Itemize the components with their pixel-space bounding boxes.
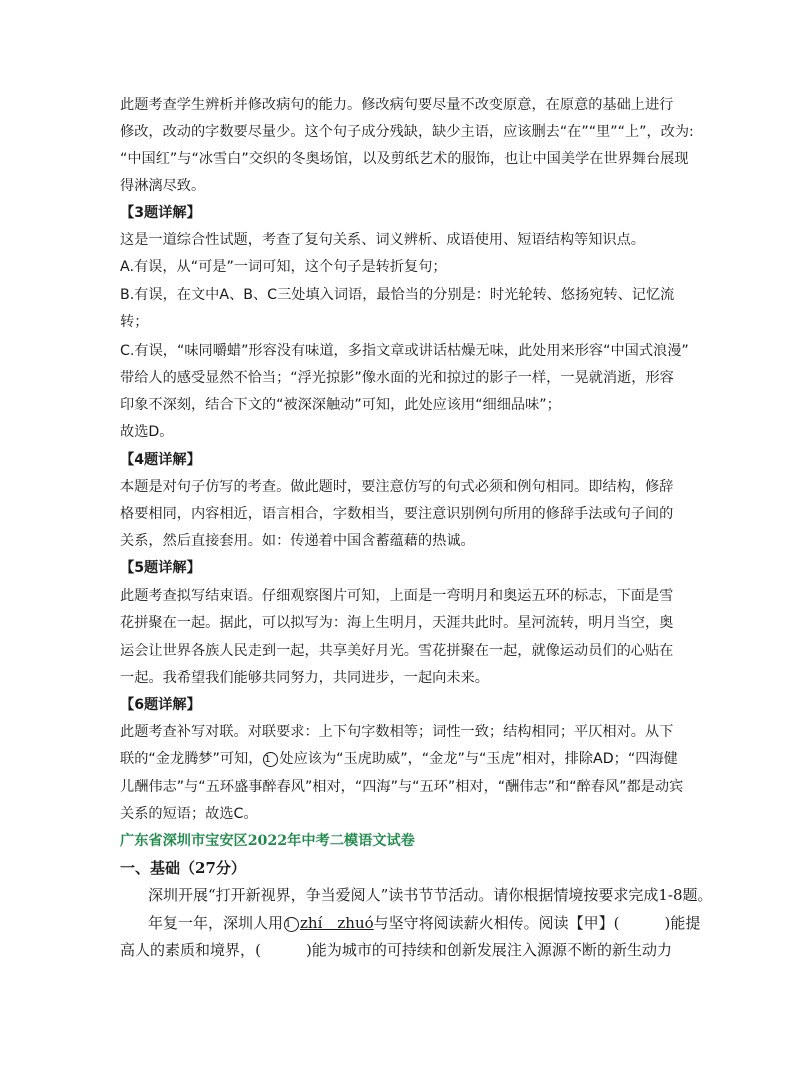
text-line: 修改，改动的字数要尽量少。这个句子成分残缺，缺少主语，应该删去“在”“里”“上”，改为: [120,124,694,140]
text-line: 转； [120,314,149,330]
text-line: 本题是对句子仿写的考查。做此题时，要注意仿写的句式必须和例句相同。即结构，修辞 [120,479,674,495]
text-line: 花拼聚在一起。据此，可以拟写为：海上生明月，天涯共此时。星河流转，明月当空，奥 [120,615,674,631]
answer-blank [261,941,306,959]
text-line: 故选D。 [120,424,174,440]
question-line [120,940,672,960]
text-line: 关系，然后直接套用。如：传递着中国含蓄蕴藉的热诚。 [120,533,475,549]
text-line: 关系的短语；故选C。 [120,806,258,822]
circled-number: 1 [284,917,299,932]
text-line: 此题考查补写对联。对联要求：上下句字数相等；词性一致；结构相同；平仄相对。从下 [120,724,674,740]
circled-number: 1 [263,752,278,767]
text-line: 此题考查学生辨析并修改病句的能力。修改病句要尽量不改变原意，在原意的基础上进行 [120,97,674,113]
pinyin-blank: zhí zhuó [300,914,374,932]
intro-line: 深圳开展“打开新视界，争当爱阅人”读书节节活动。请你根据情境按要求完成1-8题。 [148,886,713,904]
text-span: 与坚守将阅读薪火相传。阅读【甲】( [373,914,620,932]
answer-blank [620,914,665,932]
text-span: 处应该为“玉虎助威”，“金龙”与“玉虎”相对，排除AD；“四海健 [279,751,678,767]
text-span: )能为城市的可持续和创新发展注入源源不断的新生动力 [305,941,672,959]
part-heading: 一、基础（27分） [120,859,246,877]
section-heading: 【3题详解】 [120,205,201,221]
text-span: )能提 [664,914,701,932]
text-line: 这是一道综合性试题，考查了复句关系、词义辨析、成语使用、短语结构等知识点。 [120,232,645,248]
text-line: 运会让世界各族人民走到一起，共享美好月光。雪花拼聚在一起，就像运动员们的心贴在 [120,643,674,659]
text-line: 儿酬伟志”与“五环盛事醉春风”相对，“四海”与“五环”相对，“酬伟志”和“醉春风”都是动宾 [120,779,684,795]
text-line: A.有误，从“可是”一词可知，这个句子是转折复句； [120,259,447,275]
question-line [148,913,701,933]
text-span: 联的“金龙腾梦”可知， [120,751,263,767]
exam-title: 广东省深圳市宝安区2022年中考二模语文试卷 [120,833,415,849]
text-line: 此题考查拟写结束语。仔细观察图片可知，上面是一弯明月和奥运五环的标志，下面是雪 [120,588,674,604]
text-span: 高人的素质和境界，( [120,941,261,959]
text-span: 年复一年，深圳人用 [148,914,284,932]
text-line: B.有误，在文中A、B、C三处填入词语，最恰当的分别是：时光轮转、悠扬宛转、记忆流 [120,287,675,303]
text-line: 印象不深刻，结合下文的“被深深触动”可知，此处应该用“细细品味”； [120,397,561,413]
section-heading: 【5题详解】 [120,560,201,576]
text-line: 格要相同，内容相近，语言相合，字数相当，要注意识别例句所用的修辞手法或句子间的 [120,506,674,522]
text-line: 一起。我希望我们能够共同努力，共同进步，一起向未来。 [120,670,489,686]
text-line: C.有误，“味同嚼蜡”形容没有味道，多指文章或讲话枯燥无味，此处用来形容“中国式浪漫” [120,343,689,359]
text-line: 带给人的感受显然不恰当；“浮光掠影”像水面的光和掠过的影子一样，一晃就消逝，形容 [120,370,674,386]
section-heading: 【4题详解】 [120,452,201,468]
section-heading: 【6题详解】 [120,697,201,713]
text-line: “中国红”与“冰雪白”交织的冬奥场馆，以及剪纸艺术的服饰，也让中国美学在世界舞台展现 [120,151,689,167]
text-line: 得淋漓尽致。 [120,178,206,194]
text-line [120,749,678,769]
